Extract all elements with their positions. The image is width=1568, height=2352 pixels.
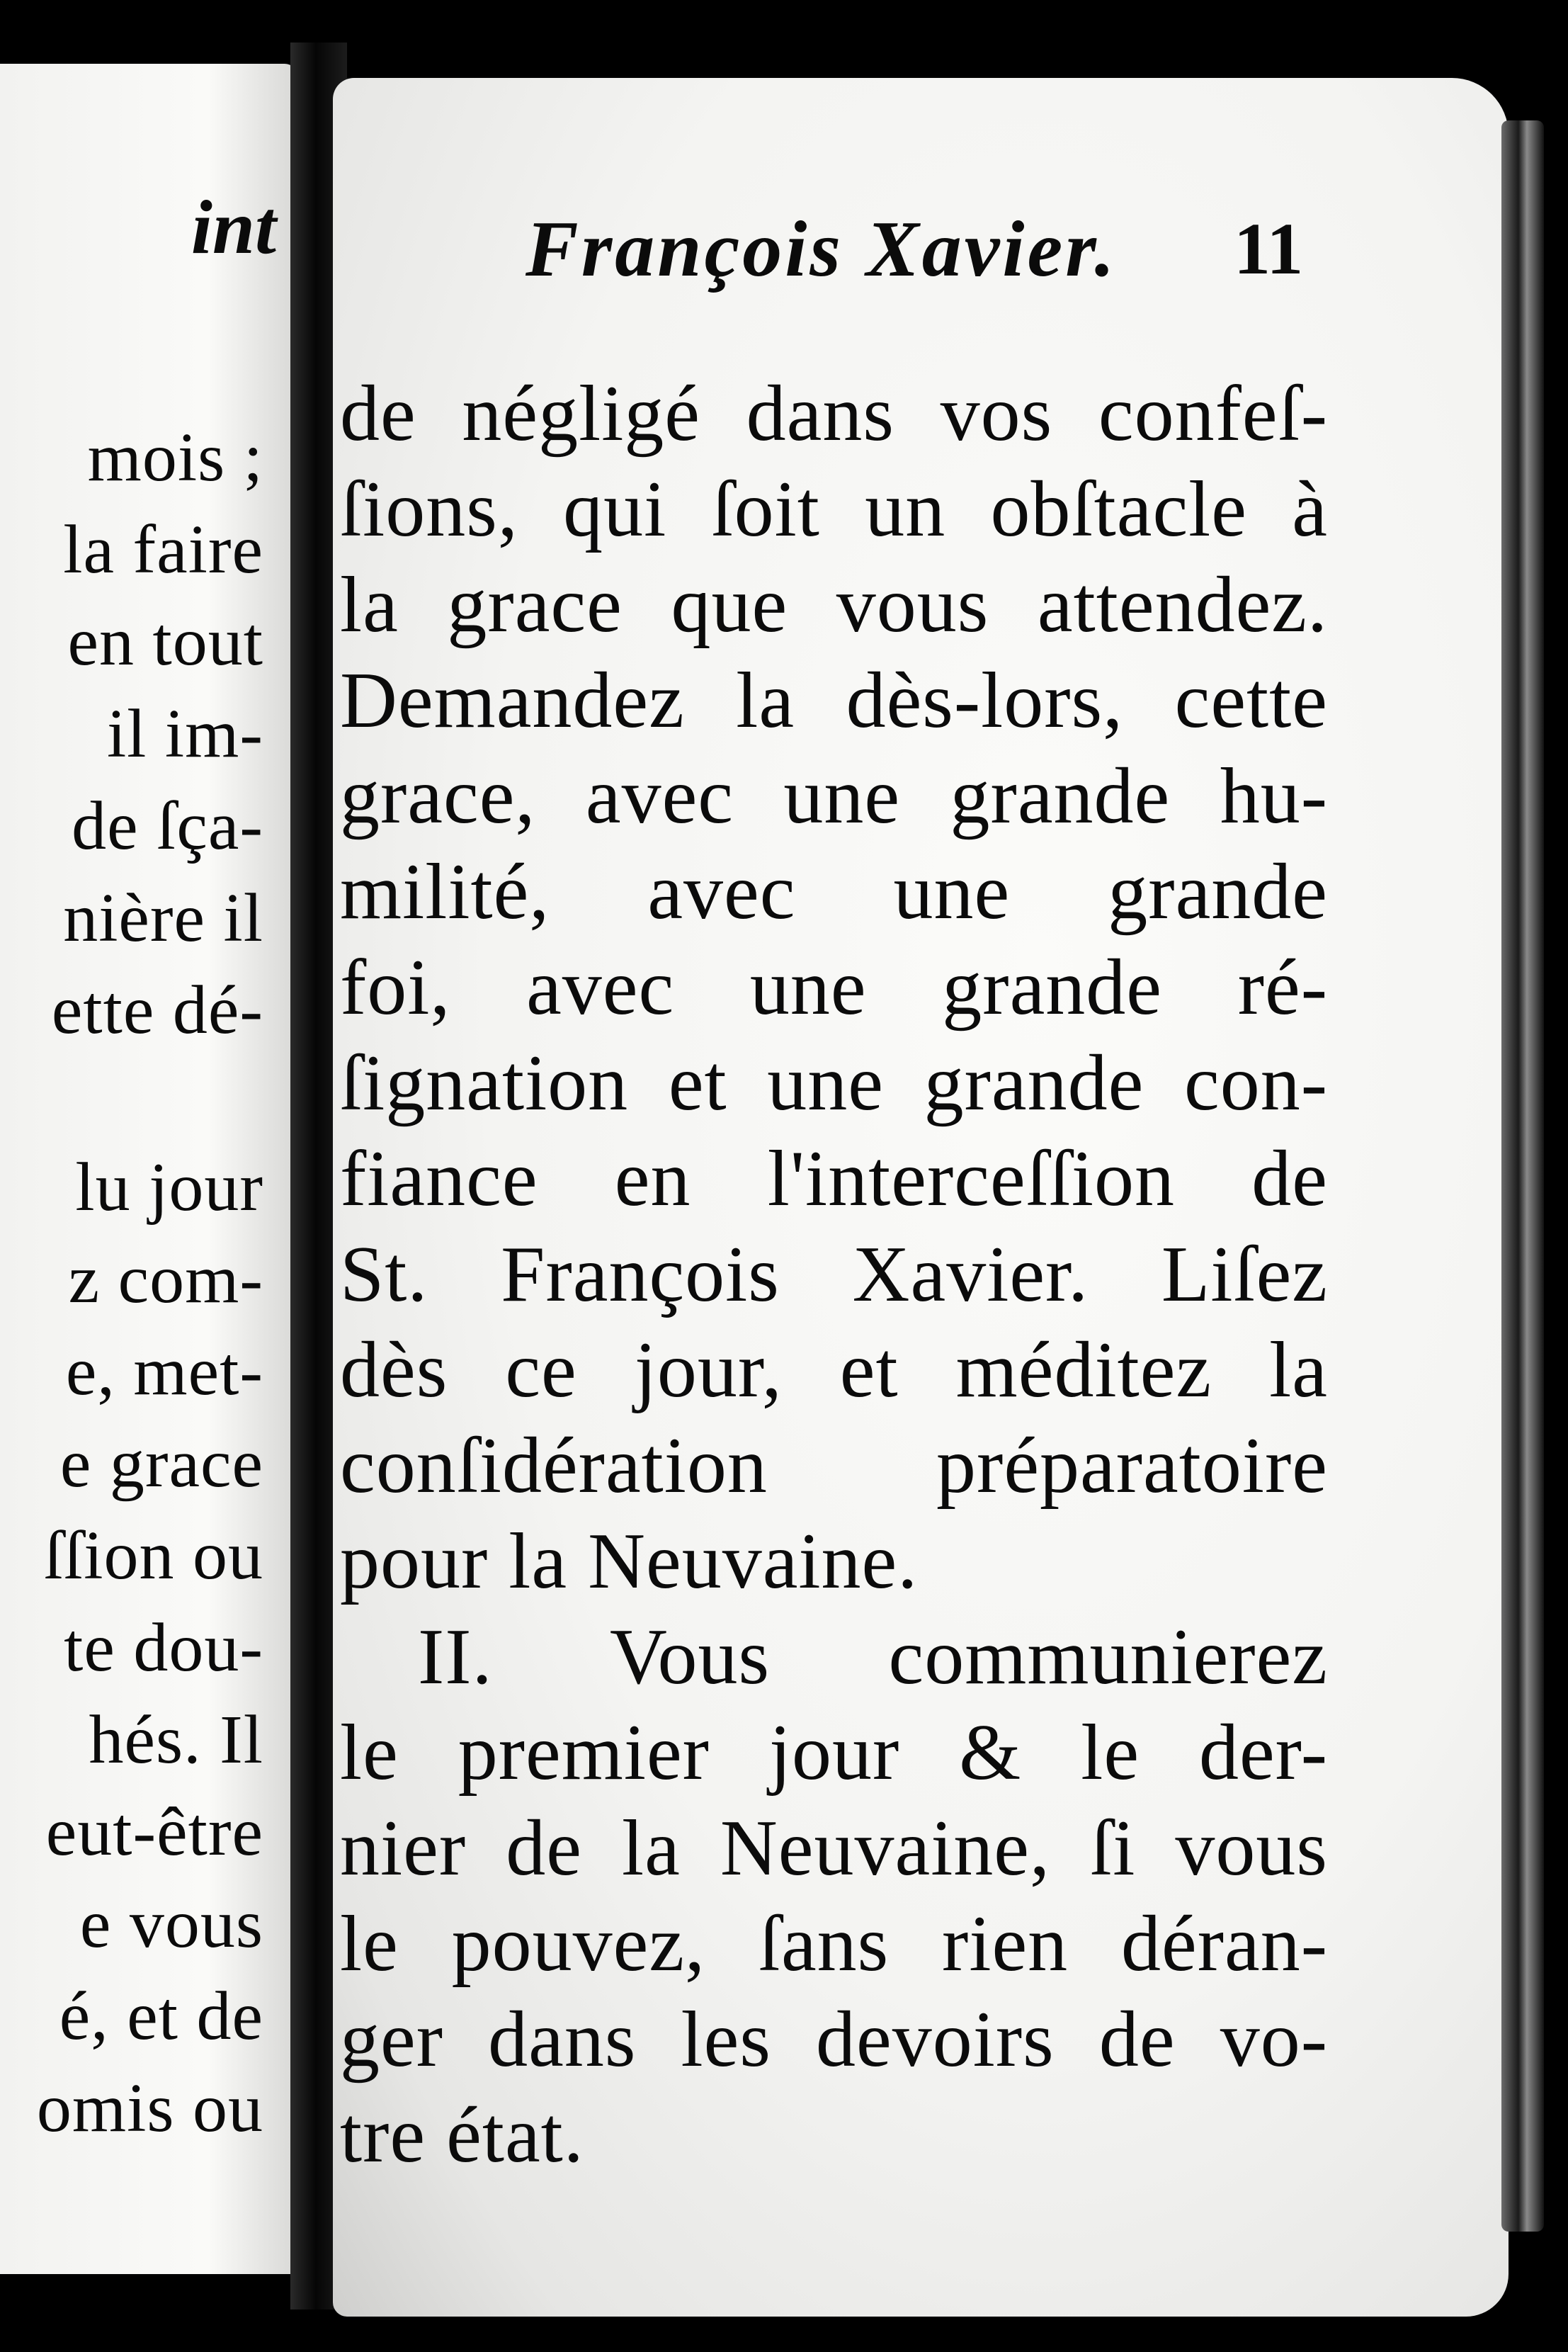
right-page <box>333 78 1509 2317</box>
text-line: il im- <box>106 696 263 772</box>
left-running-head: int <box>191 186 276 270</box>
text-line: conſidération préparatoire <box>340 1422 1328 1510</box>
text-line: tre état. <box>340 2091 584 2179</box>
text-line: dès ce jour, et méditez la <box>340 1326 1328 1414</box>
text-line: la grace que vous attendez. <box>340 561 1328 649</box>
text-line: e vous <box>79 1886 263 1962</box>
text-line: lu jour <box>75 1149 263 1226</box>
text-line: grace, avec une grande hu- <box>340 752 1328 840</box>
text-line: nier de la Neuvaine, ſi vous <box>340 1804 1328 1892</box>
text-line: mois ; <box>87 419 263 496</box>
text-line: fiance en l'interceſſion de <box>340 1135 1328 1223</box>
text-line: hés. Il <box>89 1702 263 1778</box>
left-page-text <box>0 64 283 2274</box>
text-line: pour la Neuvaine. <box>340 1517 919 1605</box>
text-line: é, et de <box>59 1978 263 2054</box>
text-line: nière il <box>63 880 263 956</box>
page-edge <box>1501 120 1544 2232</box>
text-line: II. Vous communierez <box>418 1613 1328 1701</box>
text-line: ger dans les devoirs de vo- <box>340 1996 1328 2084</box>
text-line: Demandez la dès-lors, cette <box>340 657 1328 745</box>
text-line: ſſion ou <box>43 1517 263 1594</box>
text-line: e grace <box>59 1425 263 1502</box>
text-line: z com- <box>68 1241 263 1318</box>
text-line: ſignation et une grande con- <box>340 1039 1328 1127</box>
left-page <box>0 64 297 2274</box>
text-line: foi, avec une grande ré- <box>340 944 1328 1031</box>
text-line: le pouvez, ſans rien déran- <box>340 1900 1328 1988</box>
text-line: e, met- <box>65 1333 263 1410</box>
text-line: ette dé- <box>51 972 263 1048</box>
text-line: milité, avec une grande <box>340 848 1328 936</box>
text-line: omis ou <box>36 2070 263 2147</box>
text-line: ſions, qui ſoit un obſtacle à <box>340 465 1328 553</box>
text-line: la faire <box>63 511 263 588</box>
text-line: te dou- <box>64 1610 263 1686</box>
text-line: eut-être <box>45 1794 263 1870</box>
text-line: de négligé dans vos confeſ- <box>340 370 1328 458</box>
running-head: François Xavier. <box>525 205 1118 293</box>
page-number: 11 <box>1234 208 1304 290</box>
text-line: de ſça- <box>72 788 263 864</box>
text-line: en tout <box>67 604 263 680</box>
text-line: le premier jour & le der- <box>340 1709 1328 1797</box>
text-line: St. François Xavier. Liſez <box>340 1231 1328 1318</box>
